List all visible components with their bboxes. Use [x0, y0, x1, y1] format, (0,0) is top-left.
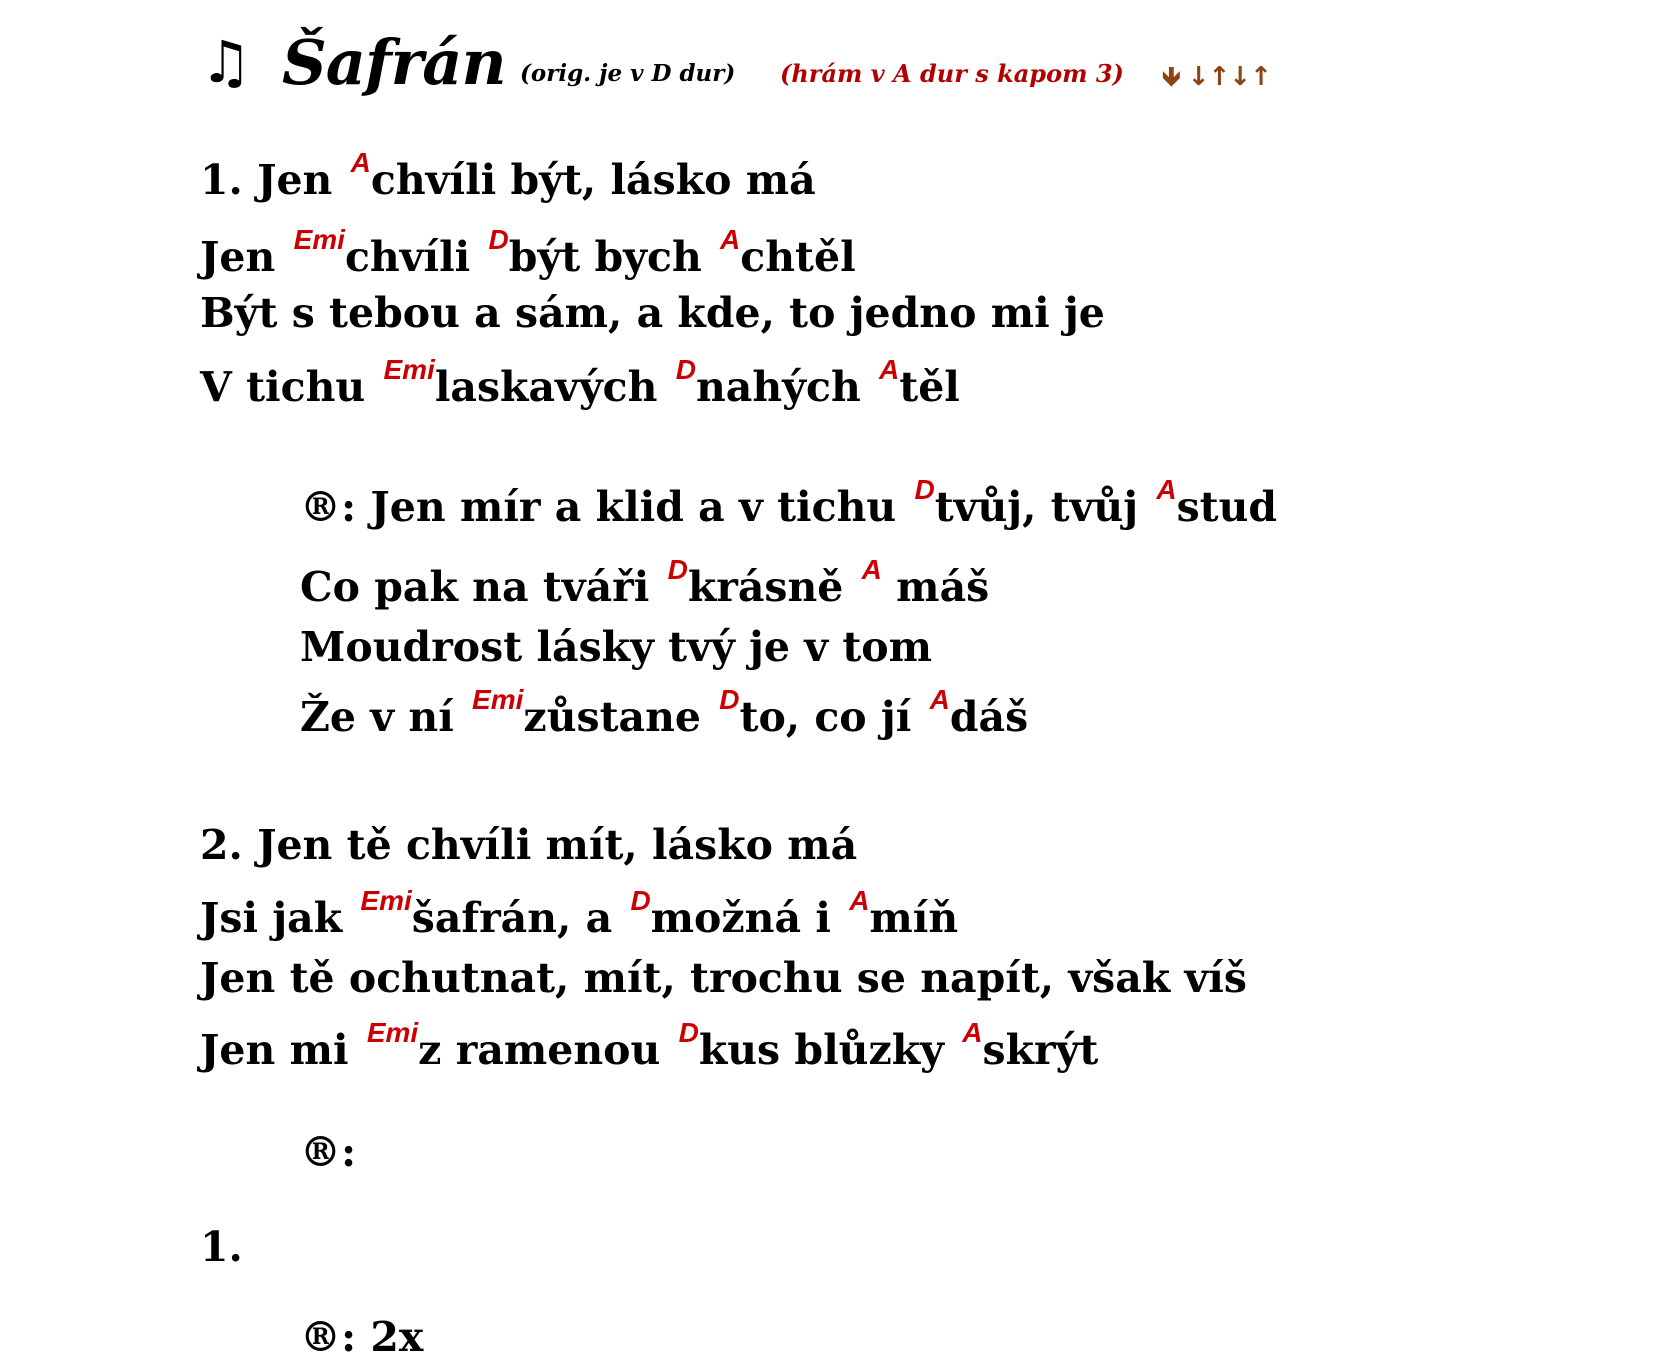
lyric-text: ®: Jen mír a klid a v tichu	[300, 483, 911, 531]
chord-label: A	[350, 147, 371, 178]
verse1-line4	[200, 354, 960, 417]
chorus-line3	[300, 622, 932, 672]
lyric-text: šafrán, a	[411, 894, 627, 942]
lyric-text: být bych	[508, 233, 717, 281]
lyric-text: Jen	[200, 233, 290, 281]
lyric-text: nahých	[695, 363, 876, 411]
verse1-line2	[200, 224, 856, 287]
chorus-final-reference: ®: 2x	[300, 1313, 424, 1361]
lyric-text: Být s tebou a sám, a kde, to jedno mi je	[200, 289, 1105, 337]
lyric-text: krásně	[687, 563, 858, 611]
chord-label: A	[929, 684, 950, 715]
chord-label: Emi	[293, 224, 345, 255]
lyric-text: možná i	[650, 894, 846, 942]
verse-repeat-reference: 1.	[200, 1223, 243, 1271]
chord-label: A	[849, 885, 870, 916]
chord-label: D	[719, 684, 740, 715]
lyric-text: míň	[869, 894, 959, 942]
chord-label: Emi	[366, 1017, 419, 1048]
lyric-text: Moudrost lásky tvý je v tom	[300, 623, 932, 671]
chorus-line1	[300, 474, 1278, 537]
lyric-text: laskavých	[434, 363, 672, 411]
lyric-text: 1. Jen	[200, 156, 347, 204]
chord-label: Emi	[383, 354, 435, 385]
chorus-line4	[300, 684, 1029, 747]
lyric-text: chvíli	[344, 233, 485, 281]
lyric-text: kus blůzky	[698, 1026, 959, 1074]
lyric-text: z ramenou	[418, 1026, 675, 1074]
chord-label: D	[667, 554, 688, 585]
verse2-line4	[200, 1017, 1099, 1080]
lyric-text: V tichu	[200, 363, 380, 411]
lyric-text: Že v ní	[300, 693, 469, 741]
chord-label: A	[1156, 474, 1177, 505]
chorus-line2	[300, 554, 990, 617]
chord-label: A	[879, 354, 900, 385]
lyric-text: Jen tě ochutnat, mít, trochu se napít, však víš	[200, 954, 1247, 1002]
music-note-icon: ♫	[200, 28, 252, 96]
chord-label: A	[861, 554, 882, 585]
lyric-text: zůstane	[523, 693, 716, 741]
original-key-note: (orig. je v D dur)	[520, 60, 736, 87]
verse2-line3	[200, 953, 1247, 1003]
verse1-line3	[200, 288, 1105, 338]
chord-label: D	[675, 354, 696, 385]
lyric-text: Jen mi	[200, 1026, 363, 1074]
verse2-line2	[200, 885, 959, 948]
strum-pattern: 🡻 ↓↑↓↑	[1162, 62, 1271, 92]
chord-label: D	[678, 1017, 699, 1048]
lyric-text: Co pak na tváři	[300, 563, 664, 611]
lyric-text: tvůj, tvůj	[934, 483, 1153, 531]
song-header	[200, 28, 1500, 98]
lyric-text: to, co jí	[739, 693, 926, 741]
playing-key-note: (hrám v A dur s kapom 3)	[780, 59, 1124, 88]
lyric-text: 2. Jen tě chvíli mít, lásko má	[200, 821, 858, 869]
lyric-text: dáš	[949, 693, 1029, 741]
verse1-line1	[200, 147, 816, 210]
song-title: Šafrán	[282, 26, 506, 99]
chord-label: D	[914, 474, 935, 505]
lyric-text: stud	[1176, 483, 1278, 531]
verse2-line1	[200, 820, 857, 870]
lyric-text: máš	[881, 563, 990, 611]
lyric-text: Jsi jak	[200, 894, 357, 942]
chord-label: Emi	[472, 684, 524, 715]
chorus-reference: ®:	[300, 1128, 357, 1176]
lyric-text: skrýt	[982, 1026, 1099, 1074]
chord-label: A	[720, 224, 741, 255]
chord-label: Emi	[360, 885, 412, 916]
chord-label: D	[488, 224, 509, 255]
chord-label: D	[630, 885, 651, 916]
lyric-text: těl	[899, 363, 960, 411]
chord-label: A	[962, 1017, 983, 1048]
lyric-text: chvíli být, lásko má	[370, 156, 816, 204]
lyric-text: chtěl	[740, 233, 856, 281]
